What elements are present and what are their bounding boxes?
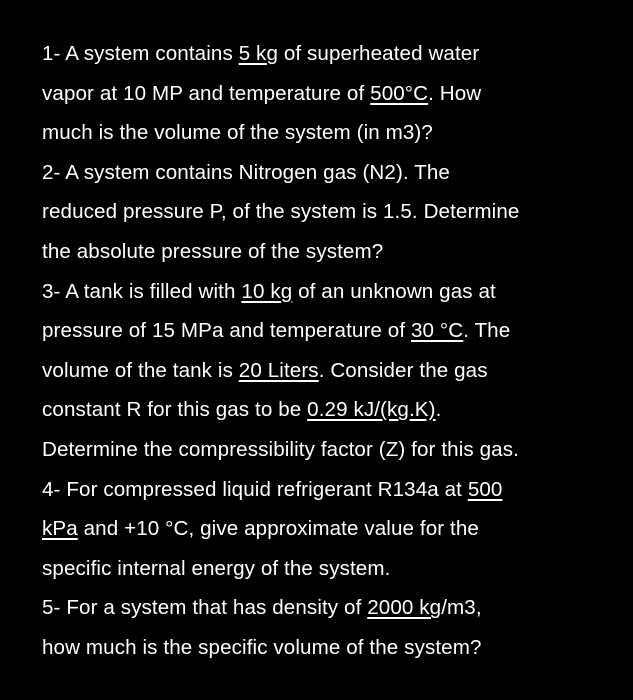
text-segment: pressure of 15 MPa and temperature of — [42, 319, 411, 343]
text-line — [42, 390, 622, 430]
text-segment: 5- For a system that has density of — [42, 596, 368, 620]
text-segment: 2- A system contains Nitrogen gas (N2). The — [42, 160, 450, 184]
text-segment: volume of the tank is — [42, 358, 239, 382]
text-segment: of an unknown gas at — [292, 279, 496, 303]
underlined-value: 500 — [467, 477, 503, 501]
text-segment: 3- A tank is filled with — [42, 279, 242, 303]
text-line — [42, 430, 622, 470]
underlined-value: kPa — [42, 517, 78, 541]
text-line — [42, 74, 622, 114]
underlined-value: 20 Liters — [238, 358, 319, 382]
text-line — [42, 34, 622, 74]
text-segment: . The — [463, 319, 511, 343]
text-line — [42, 272, 622, 312]
text-segment: reduced pressure P, of the system is 1.5. Determine — [42, 200, 520, 224]
underlined-value: 0.29 kJ/(kg.K) — [307, 398, 436, 422]
text-line — [42, 232, 622, 272]
text-line — [42, 153, 622, 193]
text-line — [42, 311, 622, 351]
text-line — [42, 509, 622, 549]
text-line — [42, 628, 622, 668]
text-line — [42, 192, 622, 232]
underlined-value: 500°C — [370, 81, 429, 105]
text-line — [42, 113, 622, 153]
text-line — [42, 351, 622, 391]
underlined-value: 2000 kg — [367, 596, 442, 620]
question-text — [42, 34, 622, 668]
underlined-value: 30 °C — [410, 319, 464, 343]
text-segment: much is the volume of the system (in m3)? — [42, 121, 433, 145]
text-segment: . — [435, 398, 442, 422]
underlined-value: 10 kg — [241, 279, 293, 303]
text-segment: specific internal energy of the system. — [42, 556, 391, 580]
text-line — [42, 588, 622, 628]
underlined-value: 5 kg — [238, 42, 279, 65]
text-segment: vapor at 10 MP and temperature of — [42, 81, 371, 105]
text-segment: Determine the compressibility factor (Z) for this gas. — [42, 437, 519, 461]
text-line — [42, 549, 622, 589]
text-segment: . Consider the gas — [318, 358, 488, 382]
text-segment: /m3, — [441, 596, 482, 620]
text-segment: 4- For compressed liquid refrigerant R134a at — [42, 477, 468, 501]
text-segment: 1- A system contains — [42, 42, 239, 65]
text-segment: constant R for this gas to be — [42, 398, 308, 422]
text-segment: how much is the specific volume of the system? — [42, 635, 482, 659]
text-line — [42, 470, 622, 510]
text-segment: . How — [428, 81, 482, 105]
text-segment: the absolute pressure of the system? — [42, 239, 384, 263]
text-segment: and +10 °C, give approximate value for the — [77, 517, 479, 541]
text-segment: of superheated water — [278, 42, 480, 65]
